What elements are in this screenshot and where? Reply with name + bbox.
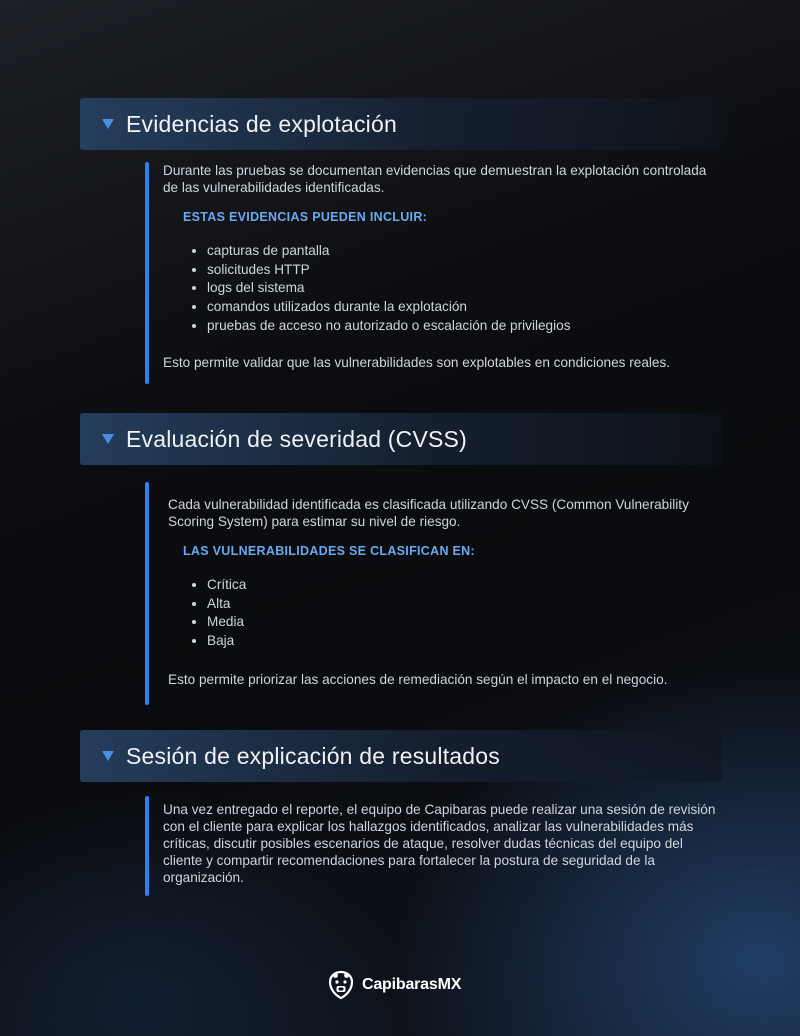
brand-name: CapibarasMX: [362, 976, 462, 993]
section-header-cvss: [80, 413, 722, 465]
list-heading: ESTAS EVIDENCIAS PUEDEN INCLUIR:: [183, 210, 428, 224]
accent-bar: [145, 162, 149, 384]
section-intro: Durante las pruebas se documentan evidencias que demuestran la explotación controlada de las vulnerabilidades identificadas.: [163, 163, 707, 195]
section-intro: Una vez entregado el reporte, el equipo de Capibaras puede realizar una sesión de revisión con el cliente para explicar los hallazgos identificados, analizar las vulnerabilidades más críticas, discutir posibles escenarios de ataque, resolver dudas técnicas del equipo del cliente y compartir recomendaciones para fortalecer la postura de seguridad de la organización.: [163, 802, 716, 885]
accent-bar: [145, 796, 149, 896]
section-title: Evaluación de severidad (CVSS): [126, 425, 467, 452]
section-header-evidencias: [80, 98, 722, 150]
section-title: Evidencias de explotación: [126, 110, 397, 137]
section-intro: Cada vulnerabilidad identificada es clasificada utilizando CVSS (Common Vulnerability Scoring System) para estimar su nivel de riesgo.: [168, 497, 689, 529]
section-body-evidencias: [145, 162, 720, 384]
list-heading: LAS VULNERABILIDADES SE CLASIFICAN EN:: [183, 544, 475, 558]
severity-list: [189, 576, 720, 651]
list-item: • Media: [207, 613, 720, 632]
triangle-down-icon: [102, 434, 114, 444]
section-header-sesion: [80, 730, 722, 782]
list-item: • logs del sistema: [207, 279, 720, 298]
list-item: • Alta: [207, 595, 720, 614]
section-title: Sesión de explicación de resultados: [126, 742, 500, 769]
list-item: • Crítica: [207, 576, 720, 595]
list-item: • Baja: [207, 632, 720, 651]
triangle-down-icon: [102, 119, 114, 129]
section-body-cvss: [145, 482, 720, 705]
section-body-sesion: [145, 796, 720, 896]
list-item: • solicitudes HTTP: [207, 261, 720, 280]
list-item: • comandos utilizados durante la explotación: [207, 298, 720, 317]
brand-logo: [326, 970, 461, 1000]
evidence-list: [189, 242, 720, 336]
section-closing: Esto permite priorizar las acciones de remediación según el impacto en el negocio.: [168, 671, 668, 687]
triangle-down-icon: [102, 751, 114, 761]
accent-bar: [145, 482, 149, 705]
list-item: • pruebas de acceso no autorizado o escalación de privilegios: [207, 317, 720, 336]
section-closing: Esto permite validar que las vulnerabilidades son explotables en condiciones reales.: [163, 354, 671, 370]
capybara-shield-icon: [326, 970, 356, 1000]
list-item: • capturas de pantalla: [207, 242, 720, 261]
